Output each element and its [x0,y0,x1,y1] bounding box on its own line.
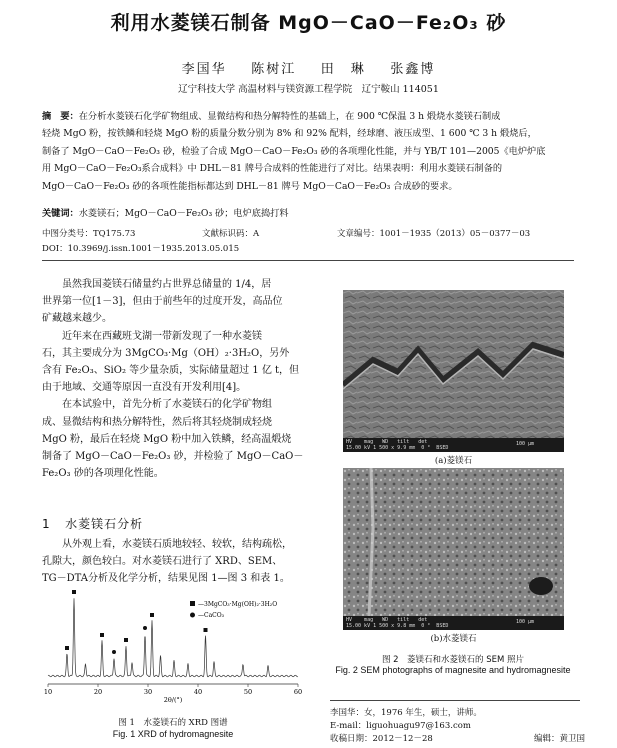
sem-image-magnesite [343,290,564,452]
x-axis-label: 2θ/(°) [163,696,183,704]
section-text [42,536,304,588]
author-2: 陈树江 [251,62,297,77]
x-tick-label: 30 [143,688,153,696]
doi: DOI：10.3969/j.issn.1001－1935.2013.05.015 [42,244,240,254]
peak-square-marker [204,628,208,632]
xrd-figure [42,590,304,708]
abstract-line: 用 MgO－CaO－Fe₂O₃系合成料》中 DHL－81 牌号合成料的性能进行了对比。结果表明：利用水菱镁石制备的 [42,163,503,175]
author-3: 田 琳 [320,62,366,77]
section-heading [42,515,143,532]
footnote-received: 收稿日期：2012－12－28 [330,734,433,744]
affiliation: 辽宁科技大学 高温材料与镁资源工程学院 辽宁鞍山 114051 [178,84,439,95]
abstract-line: MgO－CaO－Fe₂O₃ 砂的各项性能指标都达到 DHL－81 牌号 MgO－CaO－Fe₂O₃ 合成砂的要求。 [42,180,458,192]
fig2-caption: 图 2 菱镁石和水菱镁石的 SEM 照片 [381,655,525,665]
legend-square-marker [190,601,195,606]
scale-label: 100 μm [515,619,534,625]
peak-square-marker [100,633,104,637]
x-tick-label: 10 [43,688,53,696]
paper-title: 利用水菱镁石制备 MgO－CaO－Fe₂O₃ 砂 [110,12,507,34]
fig1-caption: 图 1 水菱镁石的 XRD 图谱 [118,718,228,728]
sem-info-bar: HV mag WD tilt det 15.00 kV 1 500 x 9.8 mm 0 ° BSED 100 μm [343,616,564,630]
document-code: 文献标识码：A [202,229,260,239]
keywords-text: 水菱镁石；MgO－CaO－Fe₂O₃ 砂；电炉底捣打料 [78,208,289,219]
footnote-author: 李国华：女，1976 年生，硕士，讲师。 [330,708,482,718]
peak-markers [65,590,208,654]
abstract-label: 摘 要： [42,111,79,122]
legend-entry-1: —3MgCO₃·Mg(OH)₂·3H₂O [198,601,278,608]
author-1: 李国华 [181,62,227,77]
author-4: 张鑫博 [390,62,436,77]
peak-square-marker [65,646,69,650]
sem-image-hydromagnesite [343,468,564,630]
peak-square-marker [150,613,154,617]
footnote-email: E-mail：liguohuagu97@163.com [330,721,471,731]
fig1-caption-en: Fig. 1 XRD of hydromagnesite [112,729,234,739]
header-rule [42,260,574,261]
paragraph: 近年来在西藏班戈湖一带新发现了一种水菱镁 石，其主要成分为 3MgCO₃·Mg（OH）₂·3H₂O，另外 含有 Fe₂O₃、SiO₂ 等少量杂质，实际储量超过 1 亿 t，但 由于地域、交通等原因一直没有开发利用[4]。 [42,330,300,394]
xrd-trace [48,598,298,677]
footnote-rule [330,700,580,701]
legend-circle-marker [190,613,195,618]
section-number: 1 [42,517,51,531]
footnote [330,707,585,746]
x-tick-label: 20 [93,688,103,696]
sem-texture-a [343,290,564,438]
footnote-editor: 编辑：黄卫国 [533,734,585,744]
sem-label-b: (b)水菱镁石 [430,634,477,644]
fig2-caption-en: Fig. 2 SEM photographs of magnesite and hydromagnesite [335,665,571,675]
legend-entry-2: —CaCO₃ [198,612,225,619]
abstract-line: 轻烧 MgO 粉，按铁鳞和轻烧 MgO 粉的质量分数分别为 8% 和 92% 配料，经球磨、液压成型、1 600 ℃ 3 h 煅烧后， [42,128,537,140]
article-number: 文章编号：1001－1935（2013）05－0377－03 [337,229,531,239]
classification-number: 中图分类号：TQ175.73 [42,229,136,239]
intro-text [42,276,304,482]
abstract-line: 在分析水菱镁石化学矿物组成、显微结构和热分解特性的基础上，在 900 ℃保温 3 h 煅烧水菱镁石制成 [78,111,501,122]
abstract-line: 制备了 MgO－CaO－Fe₂O₃ 砂，检验了合成 MgO－CaO－Fe₂O₃ 砂的各项理化性能，并与 YB/T 101—2005《电炉炉底 [42,145,546,157]
section-title: 水菱镁石分析 [65,517,144,531]
scale-label: 100 μm [515,441,534,447]
peak-square-marker [124,638,128,642]
x-tick-label: 60 [293,688,303,696]
sem-texture-b [343,468,564,616]
x-tick-label: 50 [243,688,253,696]
paragraph: 虽然我国菱镁石储量约占世界总储量的 1/4，居 世界第一位[1－3]，但由于前些年的过度开发，高品位 矿藏越来越少。 [42,279,283,325]
peak-circle-marker [112,650,116,654]
peak-circle-marker [143,626,147,630]
keywords [42,205,574,219]
paragraph: 在本试验中，首先分析了水菱镁石的化学矿物组 成、显微结构和热分解特性，然后将其轻烧制成轻烧 MgO 粉，最后在轻烧 MgO 粉中加入铁鳞，经高温煅烧 制备了 MgO－CaO－Fe₂O₃ 砂，并检验了 MgO－CaO－ Fe₂O₃ 砂的各项理化性能。 [42,399,304,480]
peak-square-marker [72,590,76,594]
author-list [0,58,617,77]
abstract [42,108,574,195]
keywords-label: 关键词： [42,208,79,219]
paragraph: 从外观上看，水菱镁石质地较轻、较软，结构疏松， 孔隙大，颜色较白。对水菱镁石进行了 XRD、SEM、 TG－DTA分析及化学分析，结果见图 1—图 3 和表 1。 [42,539,292,585]
sem-info-bar: HV mag WD tilt det 15.00 kV 1 500 x 9.9 mm 0 ° BSED 100 μm [343,438,564,452]
x-tick-label: 40 [193,688,203,696]
sem-label-a: (a)菱镁石 [434,456,473,466]
x-axis-ticks [44,684,302,696]
